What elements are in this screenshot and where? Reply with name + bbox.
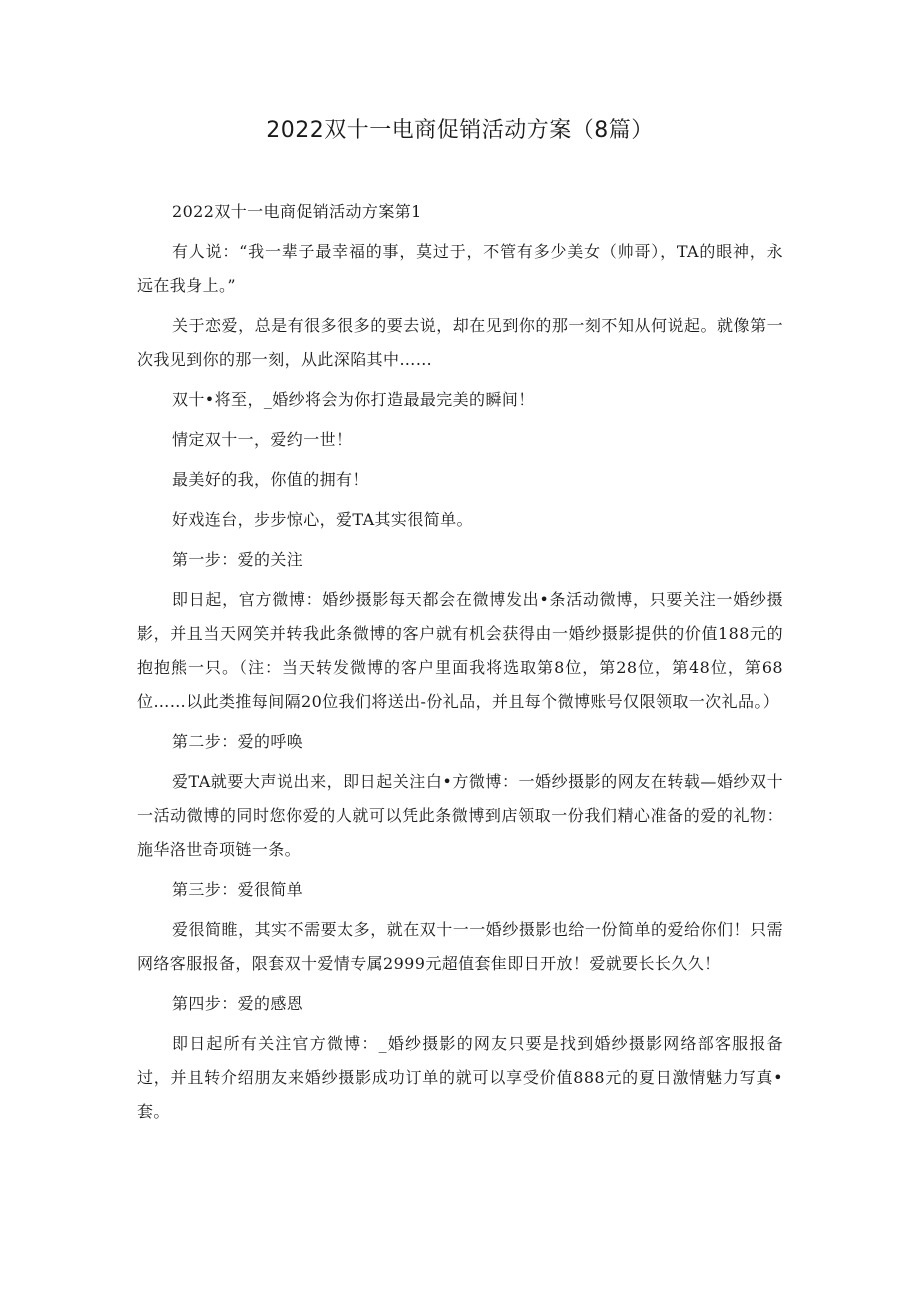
paragraph: 情定双十一，爱约一世！ [172, 430, 353, 449]
section-heading: 2022双十一电商促销活动方案第1 [172, 202, 422, 221]
paragraph: 有人说：“我一辈子最幸福的事，莫过于，不管有多少美女（帅哥），TA的眼神，永远在我身上。” [137, 242, 783, 295]
step-heading: 第一步：爱的关注 [172, 550, 304, 569]
paragraph: 双十•将至，_婚纱将会为你打造最最完美的瞬间！ [172, 390, 535, 409]
document-body [137, 195, 783, 1135]
step-heading: 第四步：爱的感恩 [172, 994, 304, 1013]
paragraph: 好戏连台，步步惊心，爱TA其实很简单。 [172, 510, 473, 529]
paragraph: 即日起所有关注官方微博：_婚纱摄影的网友只要是找到婚纱摄影网络部客服报备过，并且转介绍朋友来婚纱摄影成功订单的就可以享受价值888元的夏日激情魅力写真•套。 [137, 1034, 783, 1121]
step-heading: 第三步：爱很简单 [172, 880, 304, 899]
paragraph: 最美好的我，你值的拥有！ [172, 470, 369, 489]
step-heading: 第二步：爱的呼唤 [172, 732, 304, 751]
paragraph: 关于恋爱，总是有很多很多的要去说，却在见到你的那一刻不知从何说起。就像第一次我见到你的那一刻，从此深陷其中…… [137, 316, 783, 369]
document-title: 2022双十一电商促销活动方案（8篇） [266, 118, 654, 143]
paragraph: 爱TA就要大声说出来，即日起关注白•方微博：一婚纱摄影的网友在转载—婚纱双十一活动微博的同时您你爱的人就可以凭此条微博到店领取一份我们精心准备的爱的礼物：施华洛世奇项链一条。 [137, 772, 783, 859]
paragraph: 爱很简睢，其实不需要太多，就在双十一一婚纱摄影也给一份简单的爱给你们！只需网络客服报备，限套双十爱情专属2999元超值套隹即日开放！爱就要长长久久！ [137, 920, 783, 973]
paragraph: 即日起，官方微博：婚纱摄影每天都会在微博发出•条活动微博，只要关注一婚纱摄影，并且当天网笑并转我此条微博的客户就有机会获得由一婚纱摄影提供的价值188元的抱抱熊一只。（注：当天转发微博的客户里面我将选取第8位，第28位，第48位，第68位……以此类推每间隔20位我们将送出-份礼品，并且每个微博账号仅限领取一次礼品。） [137, 590, 783, 711]
